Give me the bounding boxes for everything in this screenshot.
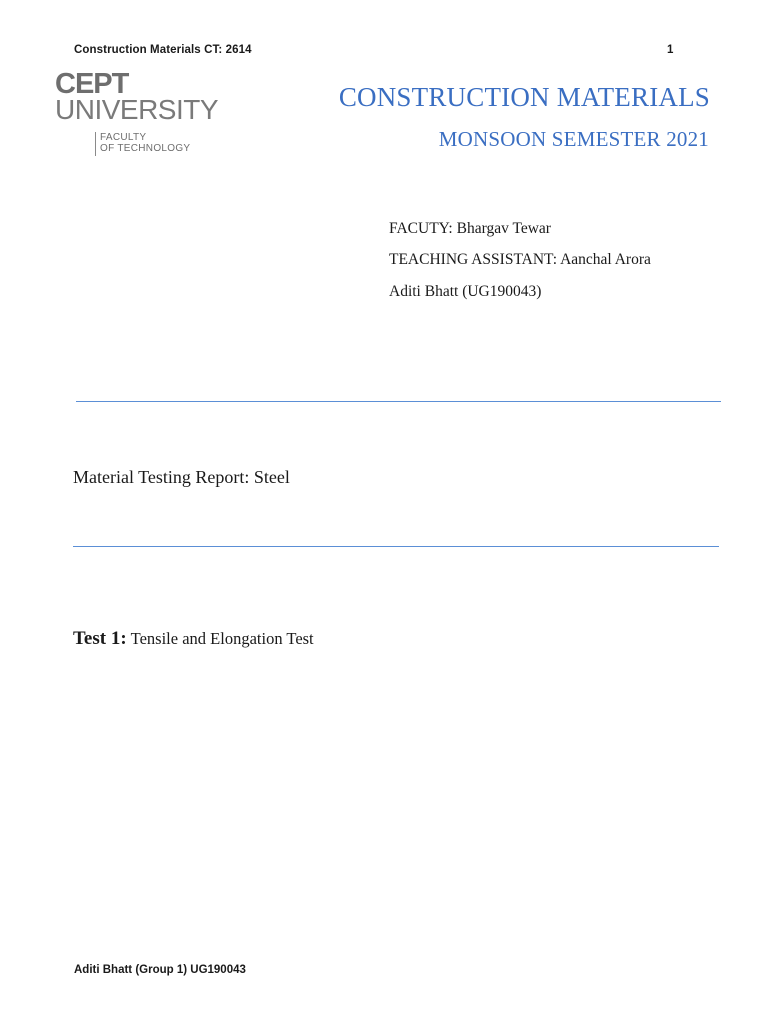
running-header-course: Construction Materials CT: 2614 [74,44,252,56]
logo-divider [95,132,96,156]
horizontal-rule-top [76,401,721,402]
cept-university-logo [55,68,219,160]
logo-text-cept: CEPT [55,68,129,100]
report-title: Material Testing Report: Steel [73,467,290,487]
logo-faculty-line1: FACULTY [100,132,147,143]
document-title: CONSTRUCTION MATERIALS [338,82,710,112]
horizontal-rule-bottom [73,546,719,547]
test-name: Tensile and Elongation Test [130,629,314,648]
logo-faculty-text [100,132,190,154]
teaching-assistant-line: TEACHING ASSISTANT: Aanchal Arora [389,251,651,268]
test-heading [73,628,314,650]
logo-faculty-line2: OF TECHNOLOGY [100,143,191,154]
faculty-line: FACUTY: Bhargav Tewar [389,220,551,237]
document-subtitle: MONSOON SEMESTER 2021 [438,127,709,151]
logo-text-university: UNIVERSITY [55,94,219,125]
page-number: 1 [667,44,674,56]
test-label: Test 1: [73,628,127,649]
running-footer: Aditi Bhatt (Group 1) UG190043 [74,964,246,976]
student-line: Aditi Bhatt (UG190043) [389,283,542,300]
